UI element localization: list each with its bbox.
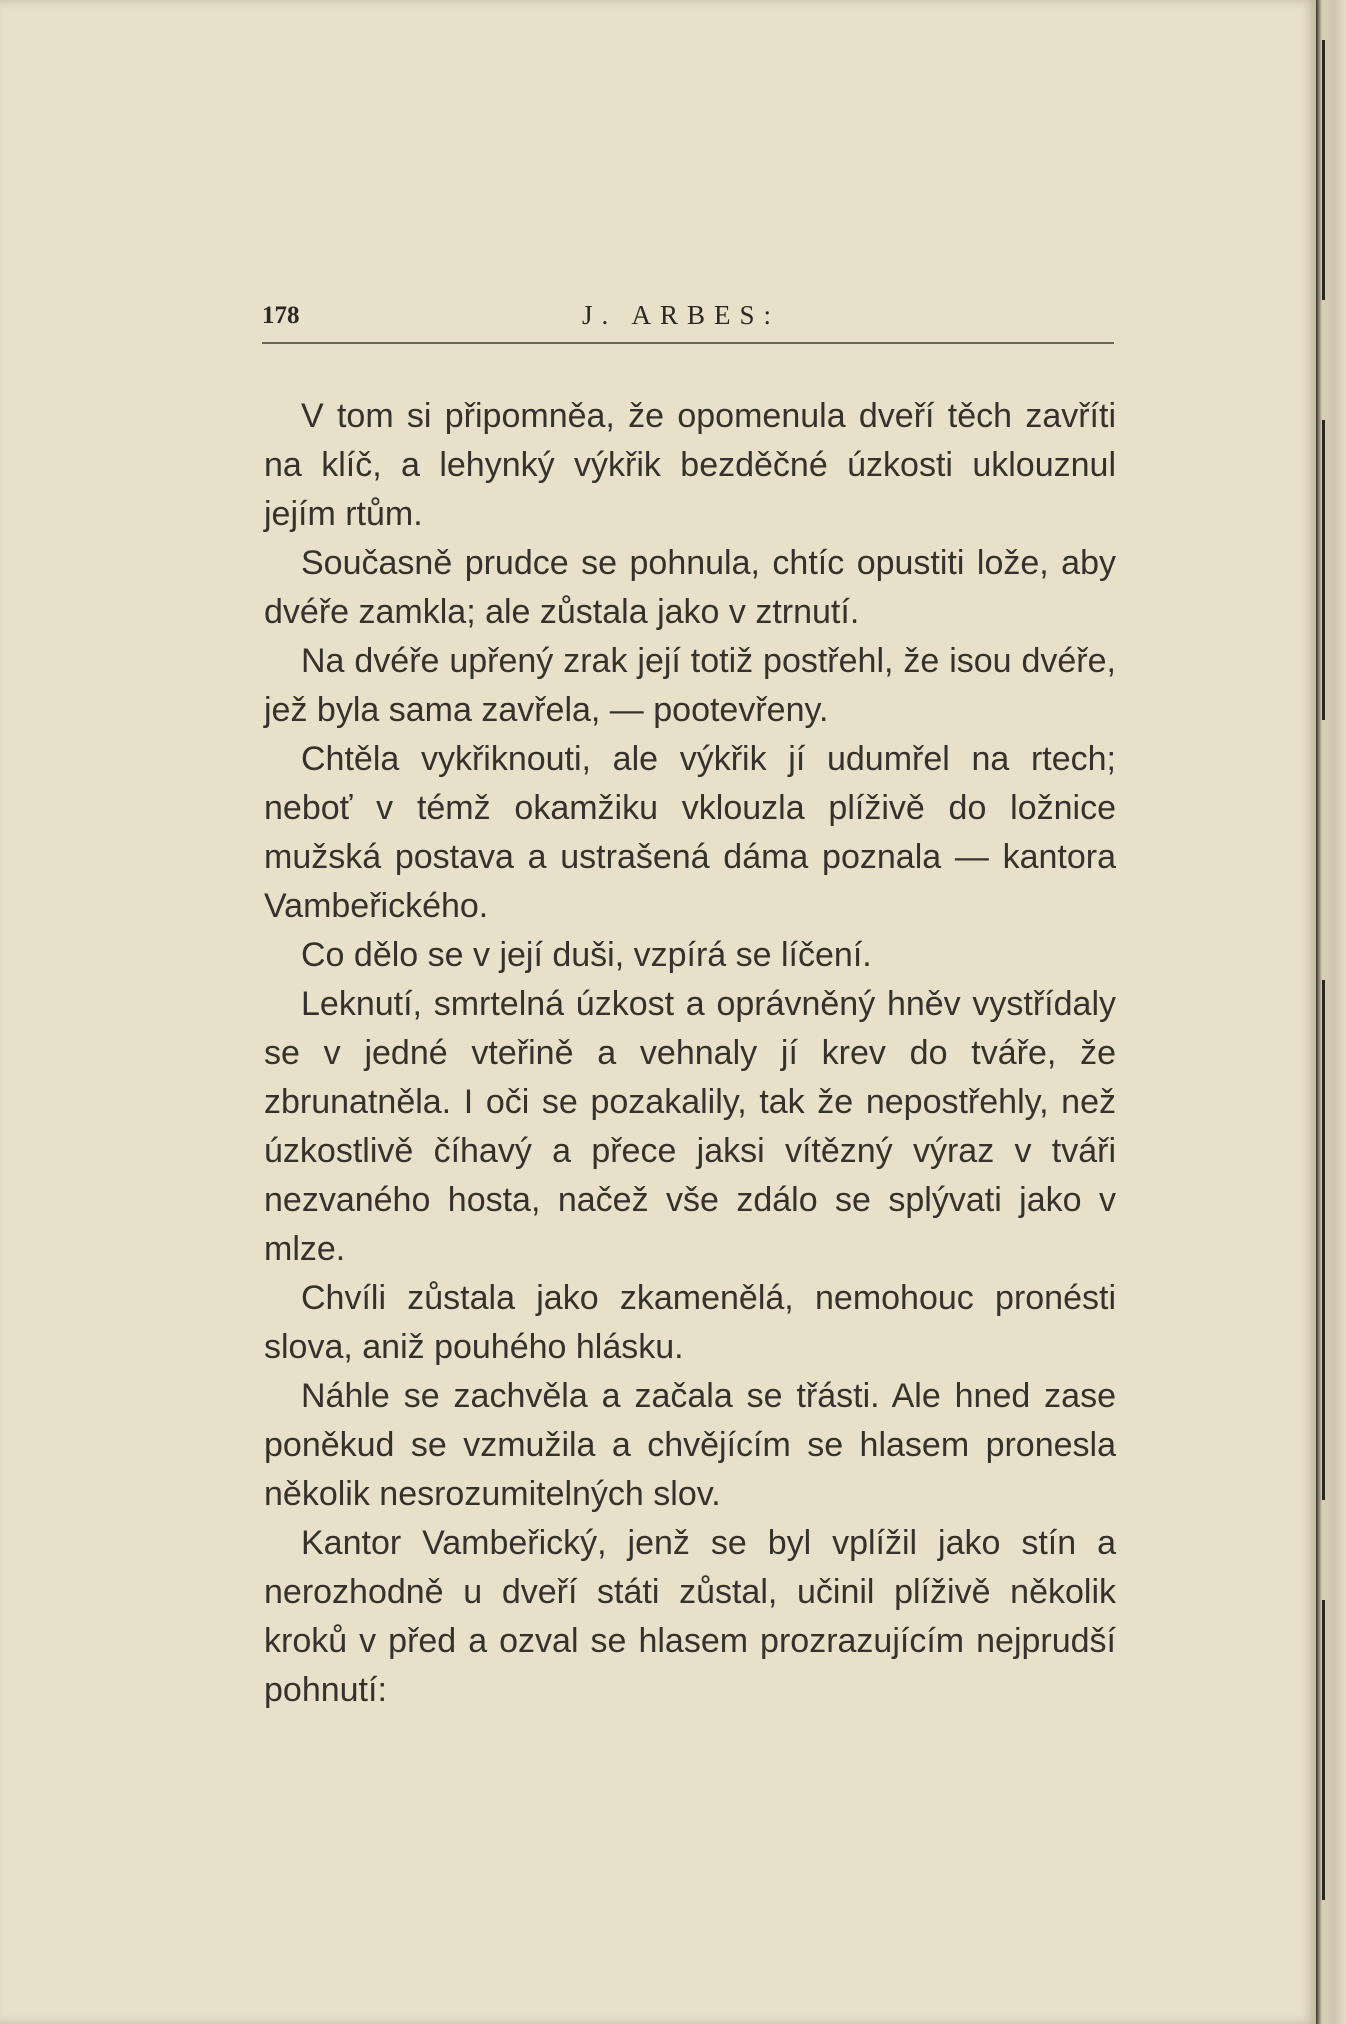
page-header: [262, 300, 1114, 344]
paragraph: Kantor Vambeřický, jenž se byl vplížil jako stín a nerozhodně u dveří státi zůstal, učinil plíživě několik kroků v před a ozval se hlasem prozrazujícím nejprudší pohnutí:: [264, 1524, 1116, 1709]
paragraph: Co dělo se v její duši, vzpírá se líčení.: [301, 936, 872, 974]
binding-mark: [1322, 420, 1325, 720]
binding-mark: [1322, 40, 1325, 300]
binding-mark: [1322, 1600, 1325, 1900]
paragraph: Na dvéře upřený zrak její totiž postřehl, že isou dvéře, jež byla sama zavřela, — pootevřeny.: [264, 642, 1116, 729]
paragraph: Současně prudce se pohnula, chtíc opustiti lože, aby dvéře zamkla; ale zůstala jako v ztrnutí.: [264, 544, 1116, 631]
paragraph: Leknutí, smrtelná úzkost a oprávněný hněv vystřídaly se v jedné vteřině a vehnaly jí krev do tváře, že zbrunatněla. I oči se pozakalily, tak že nepostřehly, než úzkostlivě číhavý a přece jaksi vítězný výraz v tváři nezvaného hosta, načež vše zdálo se splývati jako v mlze.: [264, 985, 1116, 1268]
paragraph: Chvíli zůstala jako zkamenělá, nemohouc pronésti slova, aniž pouhého hlásku.: [264, 1279, 1116, 1366]
page-edge: [1316, 0, 1346, 2024]
body-text: [264, 392, 1116, 1715]
paragraph: Chtěla vykřiknouti, ale výkřik jí udumřel na rtech; neboť v témž okamžiku vklouzla plíživě do ložnice mužská postava a ustrašená dáma poznala — kantora Vambeřického.: [264, 740, 1116, 925]
page-number: 178: [262, 302, 300, 329]
paragraph: Náhle se zachvěla a začala se třásti. Ale hned zase poněkud se vzmužila a chvějícím se hlasem pronesla několik nesrozumitelných slov.: [264, 1377, 1116, 1513]
paragraph: V tom si připomněa, že opomenula dveří těch zavříti na klíč, a lehynký výkřik bezděčné úzkosti uklouznul jejím rtům.: [264, 397, 1116, 533]
running-head: J. ARBES:: [582, 300, 781, 330]
binding-mark: [1322, 980, 1325, 1500]
